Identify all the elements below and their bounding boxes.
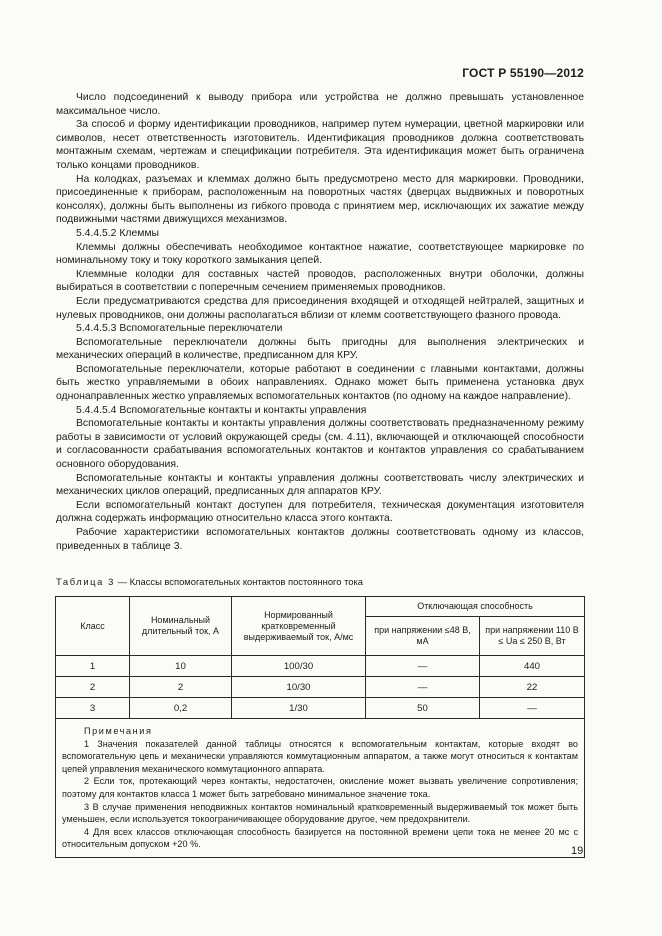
paragraph: Клеммные колодки для составных частей проводов, расположенных внутри оболочки, должны выбираться в соответствии с поперечным сечением применяемых проводников.	[56, 268, 584, 294]
cell-breaking-low: —	[366, 656, 480, 677]
paragraph: Если предусматриваются средства для присоединения входящей и отходящей нейтралей, защитных и нулевых проводников, они должны располагаться вблизи от клемм соответствующего фазного провода.	[56, 295, 584, 321]
header-low-voltage: при напряжении ≤48 В, мА	[366, 617, 480, 656]
cell-breaking-high: 440	[480, 656, 585, 677]
paragraph: Вспомогательные контакты и контакты управления должны соответствовать предназначенному режиму работы в зависимости от условий окружающей среды (см. 4.11), включающей и отключающей способности и согласованности срабатывания вспомогательных контактов и контактов управления со срабатыванием основного оборудования.	[56, 418, 584, 471]
paragraph: Число подсоединений к выводу прибора или устройства не должно превышать установленное максимальное число.	[56, 92, 584, 117]
section-heading: 5.4.4.5.4 Вспомогательные контакты и контакты управления	[76, 404, 367, 416]
body-text	[56, 91, 584, 553]
paragraph: Вспомогательные переключатели, которые работают в соединении с главными контактами, должны быть жестко управляемыми в обоих направлениях. Однако может быть применена установка двух однонаправленных жестко управляемых вспомогательных контактов (по одному на каждое направление).	[56, 363, 584, 403]
table-caption	[56, 576, 596, 587]
cell-breaking-low: 50	[366, 698, 480, 719]
note-item: 1 Значения показателей данной таблицы относятся к вспомогательным контактам, которые входят во вспомогательную цепь и механически управляются коммутационным аппаратом, а также могут относиться к контактам цепей управления механического коммутационного аппарата.	[62, 738, 578, 774]
cell-short-time: 100/30	[232, 656, 366, 677]
cell-breaking-high: 22	[480, 677, 585, 698]
cell-current: 0,2	[130, 698, 232, 719]
table-row	[56, 677, 585, 698]
table-caption-text: — Классы вспомогательных контактов постоянного тока	[114, 576, 363, 587]
paragraph: Вспомогательные переключатели должны быть пригодны для выполнения электрических и механических операций в количестве, предписанном для КРУ.	[56, 336, 584, 362]
cell-current: 10	[130, 656, 232, 677]
table-row	[56, 656, 585, 677]
section-heading: 5.4.4.5.3 Вспомогательные переключатели	[76, 323, 283, 335]
paragraph: Если вспомогательный контакт доступен для потребителя, техническая документация изготовителя должна содержать информацию относительно класса этого контакта.	[56, 499, 584, 525]
note-item: 3 В случае применения неподвижных контактов номинальный кратковременный выдерживаемый ток может быть уменьшен, если используется токоограничивающее оборудование другое, чем предохранители.	[62, 801, 578, 825]
paragraph: Клеммы должны обеспечивать необходимое контактное нажатие, соответствующее маркировке по номинальному току и току короткого замыкания цепей.	[56, 241, 584, 267]
document-id-header: ГОСТ Р 55190—2012	[462, 66, 584, 80]
paragraph: Вспомогательные контакты и контакты управления должны соответствовать числу электрических и механических циклов операций, предписанных для аппаратов КРУ.	[56, 472, 584, 498]
cell-current: 2	[130, 677, 232, 698]
header-nominal-current: Номинальный длительный ток, А	[130, 597, 232, 656]
table-row	[56, 698, 585, 719]
header-class: Класс	[56, 597, 130, 656]
table-caption-label: Таблица 3	[56, 576, 115, 587]
note-item: 2 Если ток, протекающий через контакты, недостаточен, окисление может вызвать увеличение сопротивления; поэтому для контактов класса 1 может быть затребовано минимальное значение тока.	[62, 776, 578, 799]
page-number: 19	[571, 845, 584, 857]
notes-title: Примечания	[84, 726, 153, 736]
cell-class: 1	[56, 656, 130, 677]
cell-short-time: 10/30	[232, 677, 366, 698]
paragraph: Рабочие характеристики вспомогательных контактов должны соответствовать одному из классов, приведенных в таблице 3.	[56, 527, 584, 552]
contact-classes-table	[55, 596, 585, 858]
paragraph: На колодках, разъемах и клеммах должно быть предусмотрено место для маркировки. Проводники, присоединенные к приборам, расположенным на поворотных частях (дверцах выдвижных и поворотных консолях), должны быть выполнены из гибкого провода с принятием мер, исключающих их зажатие между подвижными частями движущихся механизмов.	[56, 173, 584, 226]
header-short-time-current: Нормированный кратковременный выдерживаемый ток, А/мс	[232, 597, 366, 656]
table-notes	[56, 719, 585, 858]
section-heading: 5.4.4.5.2 Клеммы	[76, 227, 159, 239]
header-breaking-capacity: Отключающая способность	[366, 597, 585, 617]
header-high-voltage: при напряжении 110 В ≤ Ua ≤ 250 В, Вт	[480, 617, 585, 656]
paragraph: За способ и форму идентификации проводников, например путем нумерации, цветной маркировки или символов, несет ответственность изготовитель. Идентификация проводников должна соответствовать монтажным схемам, чертежам и спецификации потребителя. Эта идентификация может быть ограничена только концами проводников.	[56, 119, 584, 171]
cell-breaking-low: —	[366, 677, 480, 698]
cell-class: 2	[56, 677, 130, 698]
cell-class: 3	[56, 698, 130, 719]
cell-short-time: 1/30	[232, 698, 366, 719]
cell-breaking-high: —	[480, 698, 585, 719]
note-item: 4 Для всех классов отключающая способность базируется на постоянной времени цепи тока не менее 20 мс с относительным допуском +20 %.	[62, 826, 578, 850]
